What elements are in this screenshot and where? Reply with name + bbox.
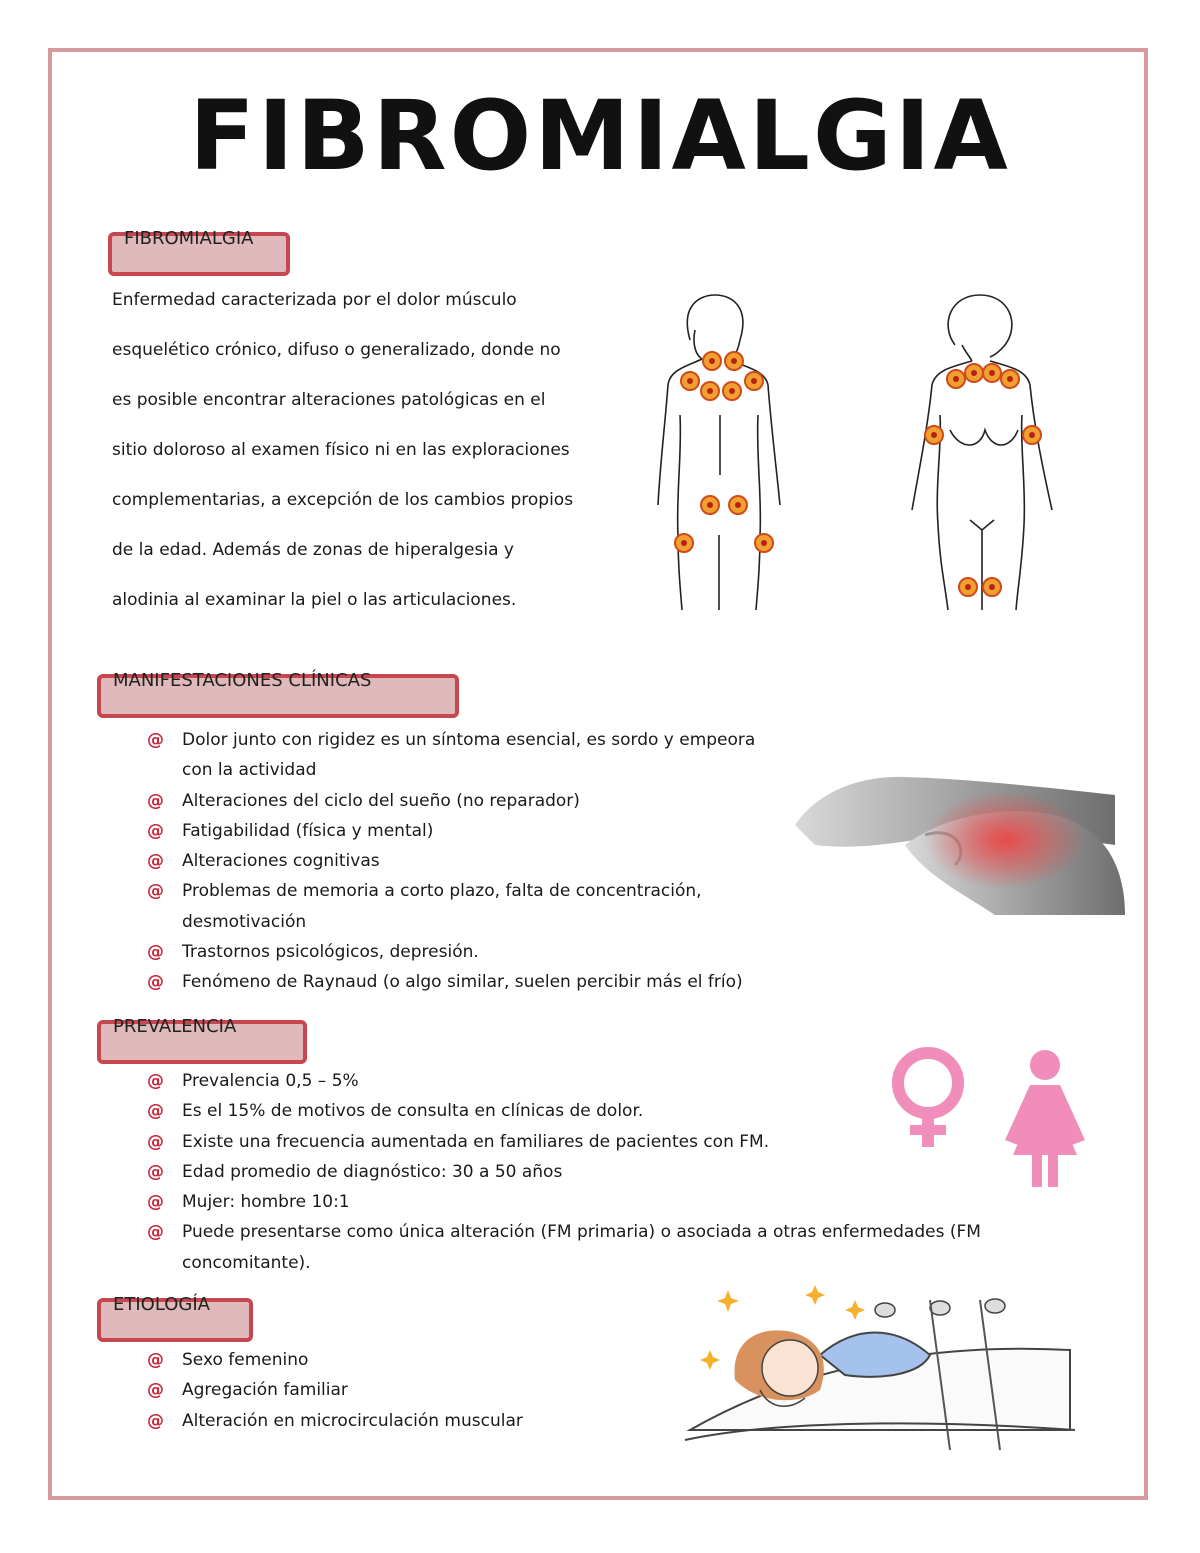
list-item: @ Existe una frecuencia aumentada en familiares de pacientes con FM. xyxy=(147,1127,1027,1157)
list-item: @ Trastornos psicológicos, depresión. xyxy=(147,937,787,967)
section-header-label: ETIOLOGÍA xyxy=(113,1294,210,1315)
page-title: FIBROMIALGIA xyxy=(189,80,1011,192)
list-item: @ Agregación familiar xyxy=(147,1375,647,1405)
section-header-label: MANIFESTACIONES CLÍNICAS xyxy=(113,670,372,691)
list-item: @ Dolor junto con rigidez es un síntoma esencial, es sordo y empeora con la actividad xyxy=(147,725,787,786)
definition-paragraph: Enfermedad caracterizada por el dolor músculo esquelético crónico, difuso o generalizado, donde no es posible encontrar alteraciones patológicas en el sitio doloroso al examen físico ni en las exploraciones complementarias, a excepción de los cambios propios de la edad. Además de zonas de hiperalgesia y alodinia al examinar la piel o las articulaciones. xyxy=(112,290,574,610)
section-header-label: FIBROMIALGIA xyxy=(124,228,254,249)
list-item: @ Prevalencia 0,5 – 5% xyxy=(147,1066,1027,1096)
list-item: @ Sexo femenino xyxy=(147,1345,647,1375)
wrist-pain-image xyxy=(795,755,1125,915)
section-header-etiologia xyxy=(97,1294,253,1342)
sleeping-woman-image xyxy=(680,1280,1080,1460)
manifestations-list xyxy=(147,725,787,998)
list-item: @ Edad promedio de diagnóstico: 30 a 50 años xyxy=(147,1157,1027,1187)
list-item: @ Fenómeno de Raynaud (o algo similar, suelen percibir más el frío) xyxy=(147,967,787,997)
list-item: @ Alteraciones del ciclo del sueño (no reparador) xyxy=(147,786,787,816)
female-icons-image xyxy=(870,1035,1130,1195)
list-item: @ Fatigabilidad (física y mental) xyxy=(147,816,787,846)
section-header-manifestaciones xyxy=(97,670,459,718)
list-item: @ Mujer: hombre 10:1 xyxy=(147,1187,1027,1217)
list-item: @ Es el 15% de motivos de consulta en clínicas de dolor. xyxy=(147,1096,1027,1126)
list-item: @ Alteración en microcirculación muscular xyxy=(147,1406,647,1436)
list-item: @ Problemas de memoria a corto plazo, falta de concentración, desmotivación xyxy=(147,876,787,937)
etiology-list xyxy=(147,1345,647,1436)
list-item: @ Alteraciones cognitivas xyxy=(147,846,787,876)
tender-points-body-diagram xyxy=(640,285,1060,615)
woman-figure-icon xyxy=(1005,1050,1085,1187)
section-header-prevalencia xyxy=(97,1016,307,1064)
section-header-fibromialgia xyxy=(108,228,290,276)
list-item: @ Puede presentarse como única alteración (FM primaria) o asociada a otras enfermedades (FM concomitante). xyxy=(147,1217,1027,1278)
female-symbol-icon xyxy=(898,1053,958,1147)
section-header-label: PREVALENCIA xyxy=(113,1016,237,1037)
